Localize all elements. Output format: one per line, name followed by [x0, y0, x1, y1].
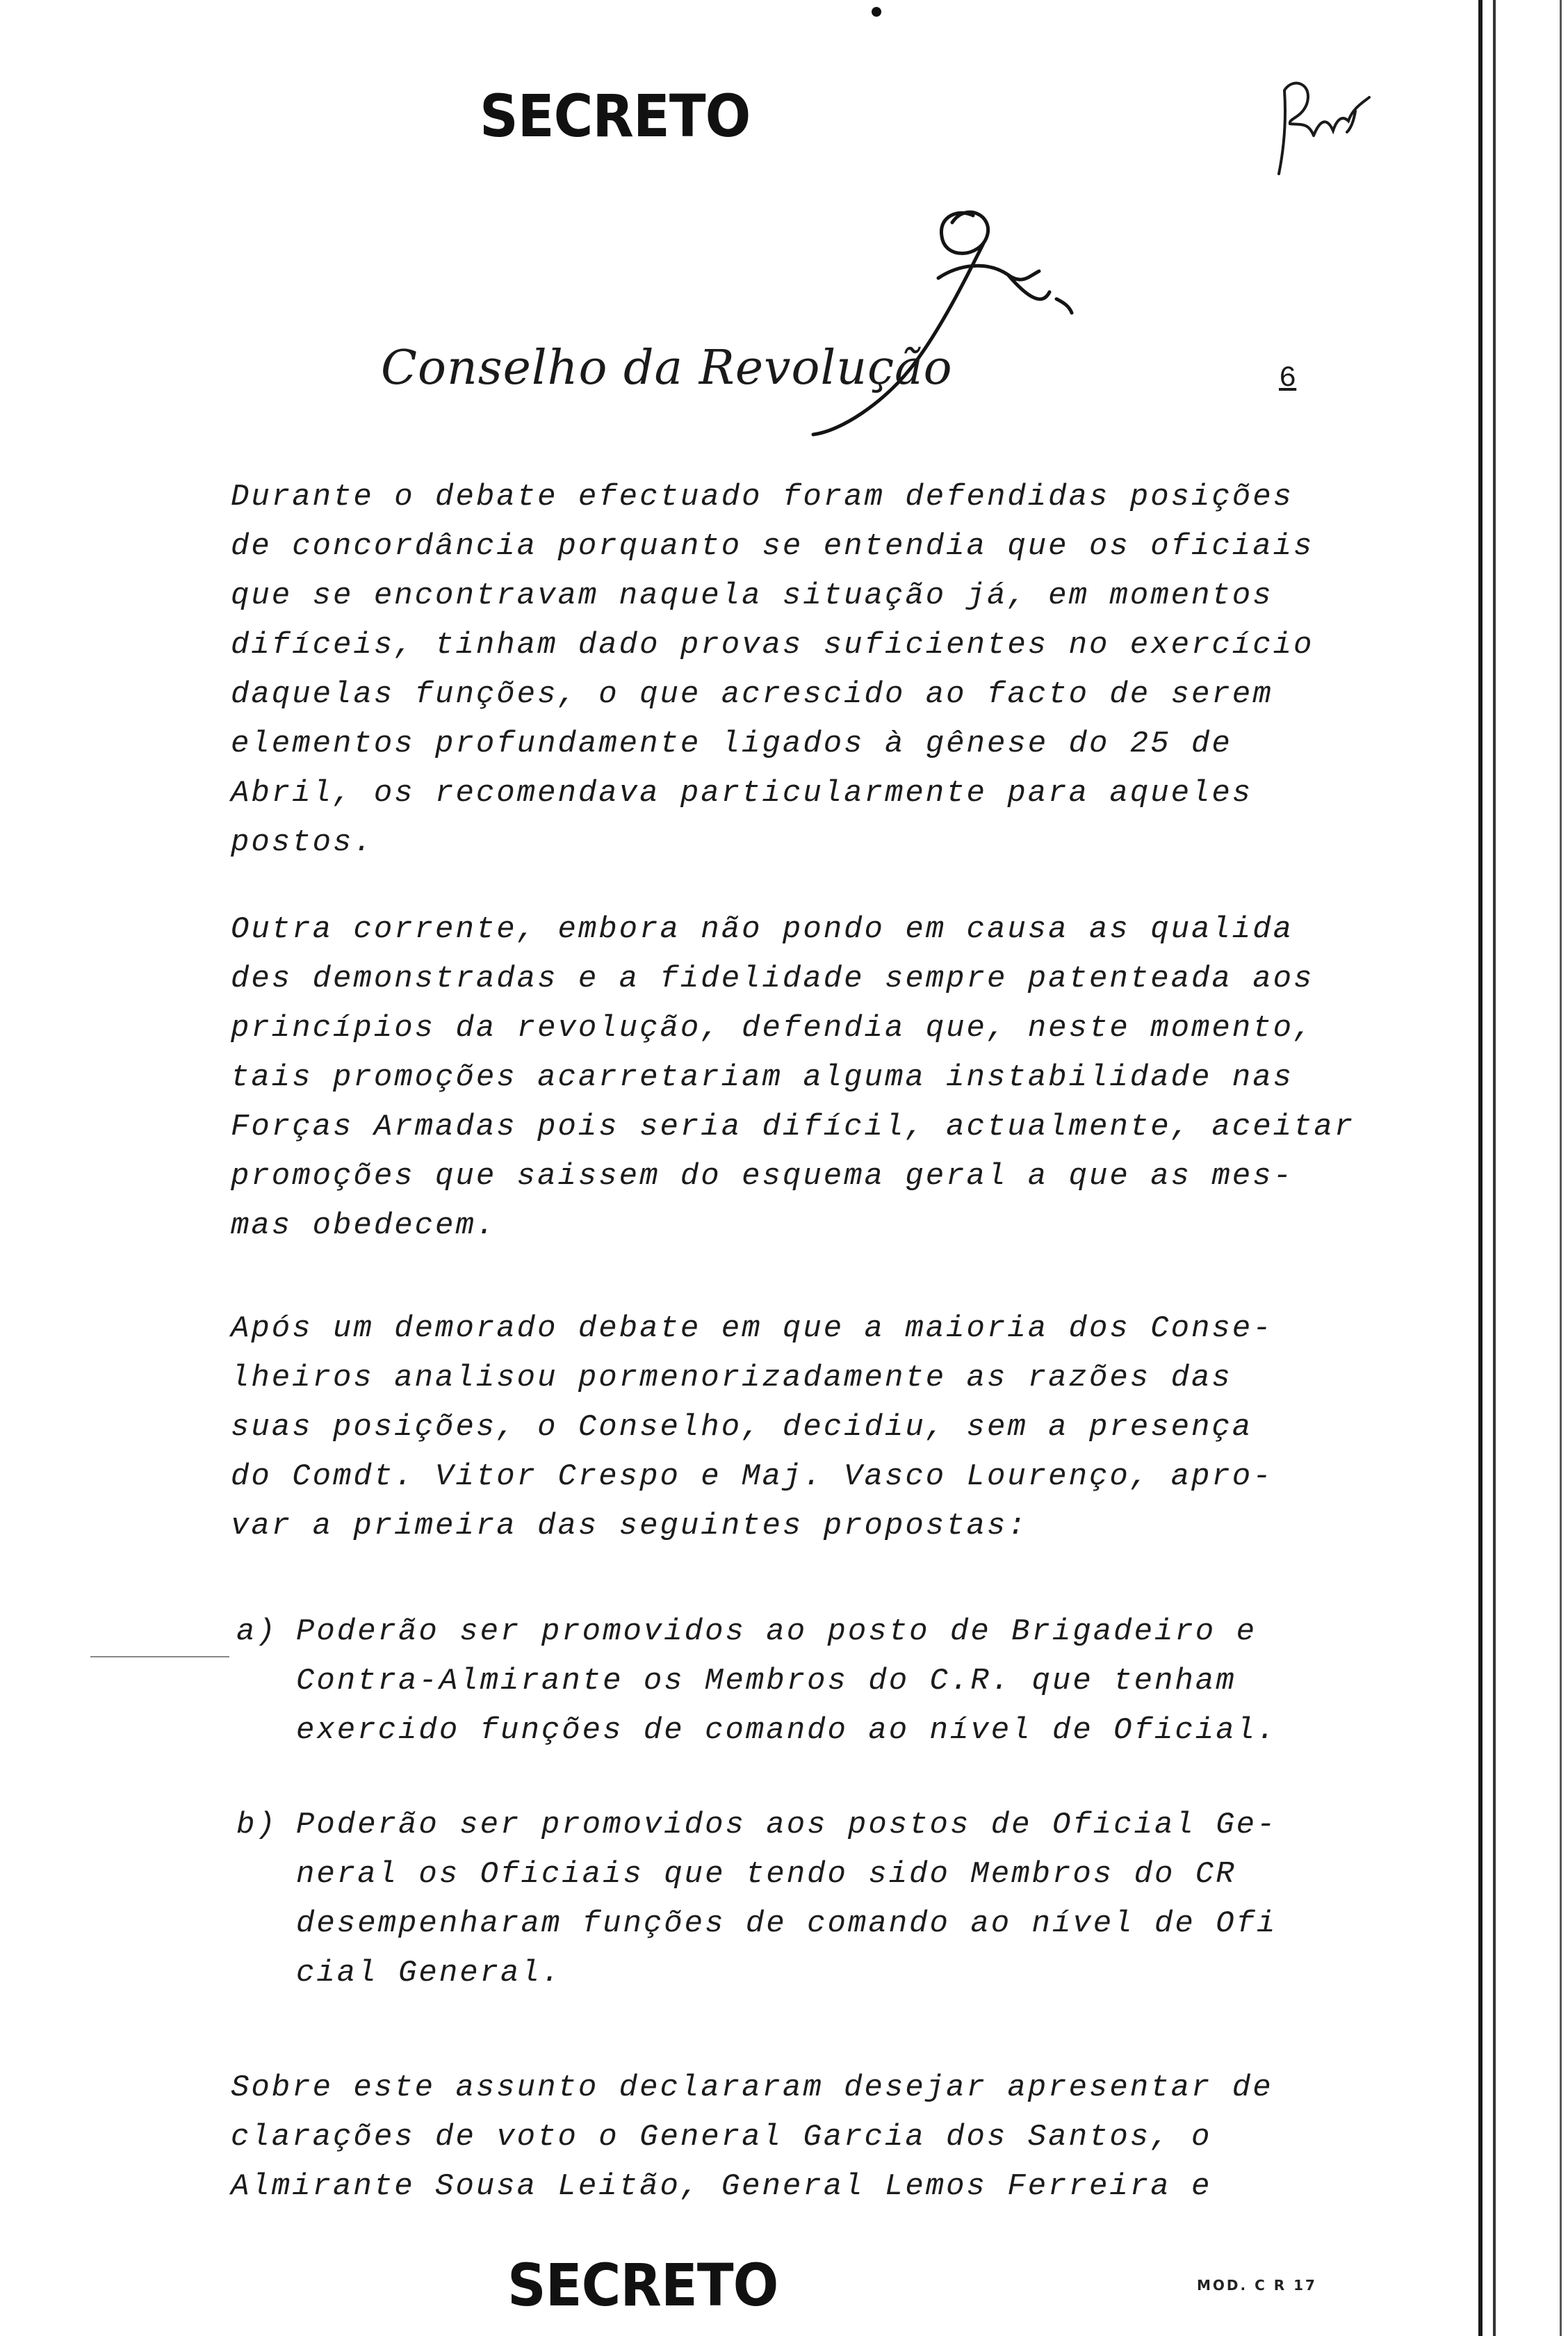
- text-line: Poderão ser promovidos ao posto de Brigadeiro e: [296, 1614, 1257, 1649]
- text-line: Forças Armadas pois seria difícil, actualmente, aceitar: [231, 1110, 1355, 1144]
- text-line: Contra-Almirante os Membros do C.R. que tenham: [296, 1664, 1236, 1698]
- text-line: promoções que saissem do esquema geral a que as mes-: [231, 1159, 1294, 1194]
- text-line: princípios da revolução, defendia que, neste momento,: [231, 1011, 1314, 1046]
- list-marker: a): [236, 1614, 277, 1649]
- page-edge-line: [1493, 0, 1496, 2336]
- signature: [799, 195, 1091, 445]
- text-line: Poderão ser promovidos aos postos de Oficial Ge-: [296, 1808, 1277, 1842]
- text-line: tais promoções acarretariam alguma instabilidade nas: [231, 1060, 1294, 1095]
- text-line: cial General.: [296, 1956, 562, 1990]
- text-line: Após um demorado debate em que a maioria dos Conse-: [231, 1311, 1273, 1346]
- letterhead-title: Conselho da Revolução: [381, 341, 953, 396]
- paragraph-1: [231, 473, 1315, 868]
- handwritten-initials: [1265, 70, 1390, 188]
- text-line: des demonstradas e a fidelidade sempre patenteada aos: [231, 962, 1314, 996]
- form-code: MOD. C R 17: [1197, 2277, 1317, 2294]
- text-line: que se encontravam naquela situação já, em momentos: [231, 578, 1273, 613]
- text-line: Durante o debate efectuado foram defendidas posições: [231, 480, 1294, 514]
- paragraph-4: [231, 2063, 1315, 2212]
- text-line: postos.: [231, 825, 374, 860]
- text-line: mas obedecem.: [231, 1208, 497, 1243]
- text-line: desempenharam funções de comando ao nível de Ofi: [296, 1906, 1277, 1941]
- classification-header: SECRETO: [480, 82, 751, 150]
- text-line: clarações de voto o General Garcia dos Santos, o: [231, 2120, 1212, 2155]
- page-edge-line: [1560, 0, 1562, 2336]
- page-edge-line: [1478, 0, 1483, 2336]
- paragraph-3: [231, 1304, 1315, 1551]
- text-line: elementos profundamente ligados à gênese do 25 de: [231, 727, 1232, 761]
- text-line: difíceis, tinham dado provas suficientes no exercício: [231, 628, 1314, 663]
- text-line: neral os Oficiais que tendo sido Membros do CR: [296, 1857, 1236, 1892]
- classification-footer: SECRETO: [507, 2251, 778, 2319]
- page-number: 6: [1279, 362, 1297, 395]
- text-line: var a primeira das seguintes propostas:: [231, 1509, 1028, 1543]
- text-line: de concordância porquanto se entendia que os oficiais: [231, 529, 1314, 564]
- text-line: do Comdt. Vitor Crespo e Maj. Vasco Lourenço, apro-: [231, 1459, 1273, 1494]
- text-line: lheiros analisou pormenorizadamente as razões das: [231, 1361, 1232, 1395]
- text-line: exercido funções de comando ao nível de Oficial.: [296, 1713, 1277, 1748]
- paragraph-2: [231, 905, 1355, 1251]
- text-line: Abril, os recomendava particularmente para aqueles: [231, 776, 1253, 811]
- text-line: daquelas funções, o que acrescido ao facto de serem: [231, 677, 1273, 712]
- text-line: suas posições, o Conselho, decidiu, sem a presença: [231, 1410, 1253, 1445]
- scan-mark: [90, 1656, 229, 1657]
- text-line: Outra corrente, embora não pondo em causa as qualida: [231, 912, 1294, 947]
- text-line: Almirante Sousa Leitão, General Lemos Ferreira e: [231, 2169, 1212, 2204]
- list-marker: b): [236, 1808, 277, 1842]
- scan-dot: [872, 7, 881, 17]
- text-line: Sobre este assunto declararam desejar apresentar de: [231, 2070, 1273, 2105]
